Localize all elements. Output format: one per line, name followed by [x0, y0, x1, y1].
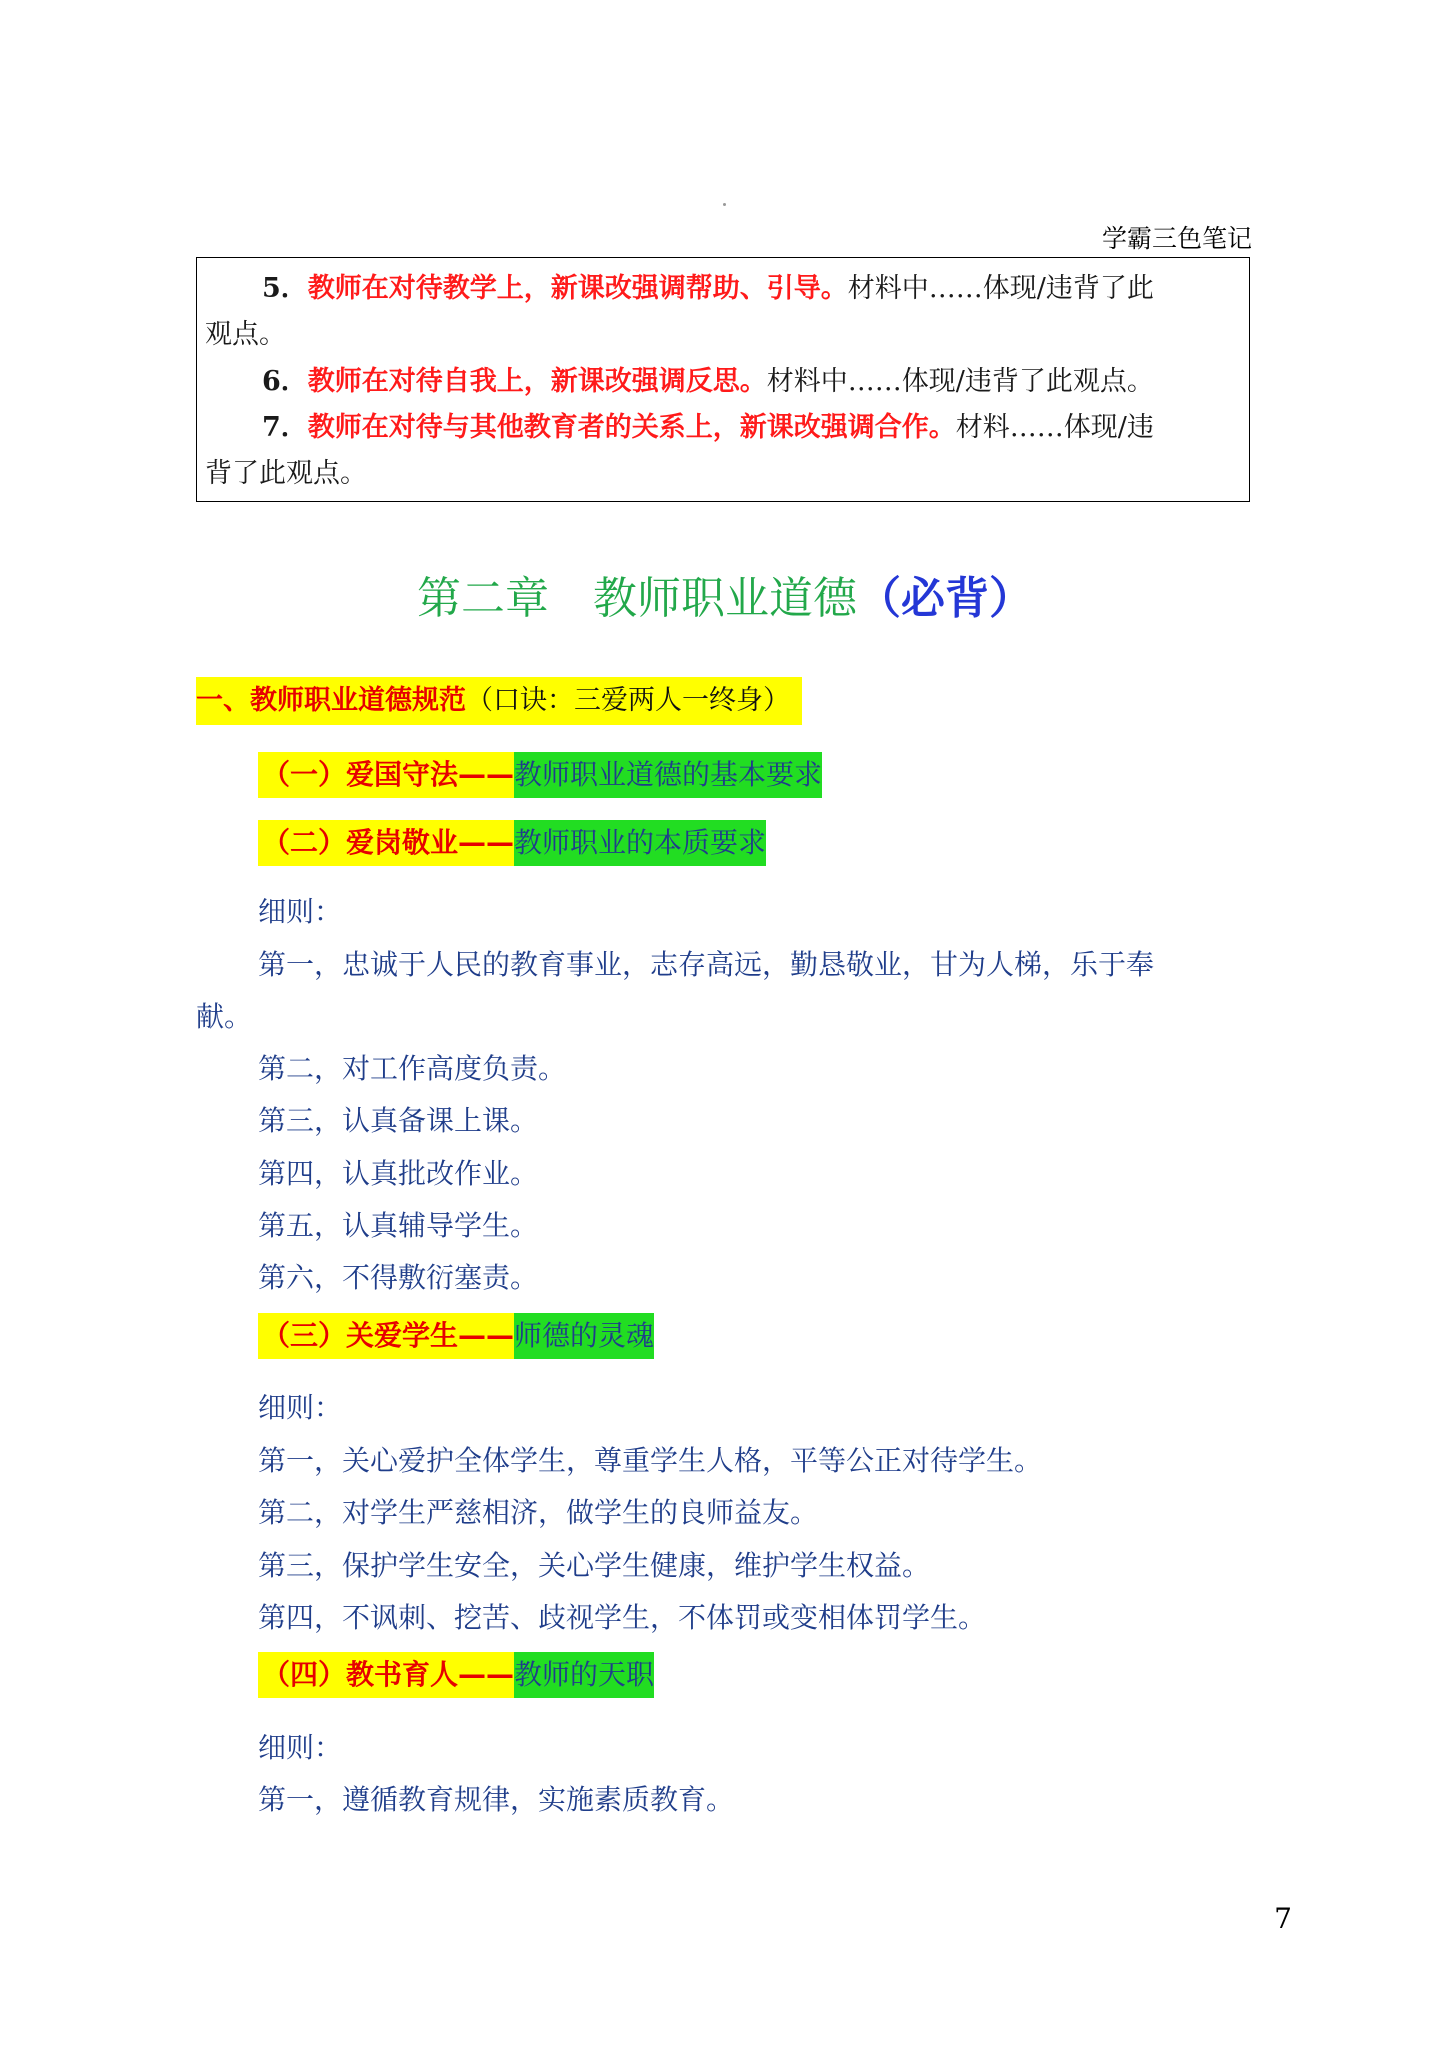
rules-3-line-1: 第一，关心爱护全体学生，尊重学生人格，平等公正对待学生。	[258, 1444, 1043, 1477]
rules-2-line-3: 第三，认真备课上课。	[258, 1104, 539, 1137]
section-title	[196, 677, 802, 725]
item-3	[258, 1313, 654, 1359]
item-4-desc: 教师的天职	[514, 1652, 654, 1698]
box-item-7	[262, 405, 1154, 444]
box-item-6-number: 6．	[262, 366, 308, 397]
chapter-title	[0, 562, 1450, 626]
box-item-6-rest: 材料中……体现/违背了此观点。	[766, 366, 1154, 397]
box-item-6	[262, 359, 1154, 398]
item-2-label: （二）爱岗敬业——	[258, 820, 514, 866]
header-dot	[723, 203, 726, 206]
rules-4-label: 细则：	[258, 1731, 343, 1764]
box-item-6-emphasis: 教师在对待自我上，新课改强调反思。	[307, 366, 767, 397]
rules-3-label: 细则：	[258, 1391, 343, 1424]
box-item-7-emphasis: 教师在对待与其他教育者的关系上，新课改强调合作。	[307, 412, 956, 443]
page-number: 7	[1274, 1902, 1292, 1935]
rules-2-line-1-cont: 献。	[196, 1000, 253, 1033]
item-3-label: （三）关爱学生——	[258, 1313, 514, 1359]
rules-2-line-5: 第五，认真辅导学生。	[258, 1209, 539, 1242]
item-1	[258, 752, 822, 798]
item-4	[258, 1652, 654, 1698]
section-title-label: 一、教师职业道德规范	[196, 685, 466, 716]
section-title-note: （口诀：三爱两人一终身）	[466, 685, 790, 716]
chapter-title-main: 第二章 教师职业道德	[417, 573, 857, 624]
box-item-7-cont: 背了此观点。	[205, 458, 367, 489]
chapter-title-note: （必背）	[857, 573, 1033, 624]
item-2-desc: 教师职业的本质要求	[514, 820, 766, 866]
rules-2-line-1: 第一，忠诚于人民的教育事业，志存高远，勤恳敬业，甘为人梯，乐于奉	[258, 948, 1155, 981]
box-item-5-number: 5．	[262, 273, 308, 304]
rules-2-line-2: 第二，对工作高度负责。	[258, 1052, 567, 1085]
header-title: 学霸三色笔记	[1101, 224, 1252, 253]
item-4-label: （四）教书育人——	[258, 1652, 514, 1698]
rules-3-line-2: 第二，对学生严慈相济，做学生的良师益友。	[258, 1496, 819, 1529]
item-3-desc: 师德的灵魂	[514, 1313, 654, 1359]
box-item-5-emphasis: 教师在对待教学上，新课改强调帮助、引导。	[307, 273, 848, 304]
item-1-label: （一）爱国守法——	[258, 752, 514, 798]
rules-4-line-1: 第一，遵循教育规律，实施素质教育。	[258, 1783, 735, 1816]
box-item-7-rest: 材料……体现/违	[955, 412, 1154, 443]
rules-3-line-4: 第四，不讽刺、挖苦、歧视学生，不体罚或变相体罚学生。	[258, 1601, 987, 1634]
box-item-5	[262, 266, 1154, 305]
rules-3-line-3: 第三，保护学生安全，关心学生健康，维护学生权益。	[258, 1549, 931, 1582]
item-1-desc: 教师职业道德的基本要求	[514, 752, 822, 798]
rules-2-label: 细则：	[258, 895, 343, 928]
box-item-7-number: 7．	[262, 412, 308, 443]
item-2	[258, 820, 766, 866]
rules-2-line-6: 第六，不得敷衍塞责。	[258, 1261, 539, 1294]
box-item-5-rest: 材料中……体现/违背了此	[847, 273, 1154, 304]
box-item-5-cont: 观点。	[205, 319, 286, 350]
rules-2-line-4: 第四，认真批改作业。	[258, 1157, 539, 1190]
